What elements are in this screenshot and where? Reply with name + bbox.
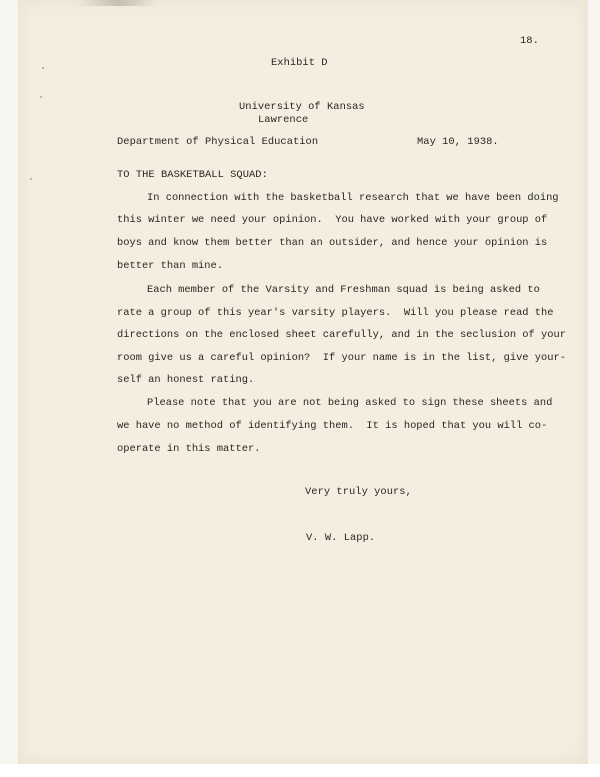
paragraph-line: self an honest rating. <box>117 374 255 386</box>
paragraph-line: this winter we need your opinion. You have worked with your group of <box>117 214 548 226</box>
salutation: TO THE BASKETBALL SQUAD: <box>117 169 268 181</box>
paragraph-line: boys and know them better than an outsider, and hence your opinion is <box>117 237 548 249</box>
paragraph-line: In connection with the basketball research that we have been doing <box>147 192 559 204</box>
exhibit-label: Exhibit D <box>271 57 328 69</box>
letter-date: May 10, 1938. <box>417 136 499 148</box>
paragraph-line: better than mine. <box>117 260 224 272</box>
institution-name: University of Kansas <box>239 101 365 113</box>
paragraph-line: operate in this matter. <box>117 443 261 455</box>
closing: Very truly yours, <box>305 486 412 498</box>
paragraph-line: Each member of the Varsity and Freshman squad is being asked to <box>147 284 540 296</box>
department-name: Department of Physical Education <box>117 136 319 148</box>
paragraph-line: directions on the enclosed sheet carefully, and in the seclusion of your <box>117 329 566 341</box>
scan-margin <box>0 764 600 777</box>
page-number: 18. <box>520 35 539 47</box>
ink-smudge <box>78 0 158 6</box>
institution-city: Lawrence <box>258 114 309 126</box>
paragraph-line: we have no method of identifying them. It is hoped that you will co- <box>117 420 548 432</box>
signature: V. W. Lapp. <box>306 532 376 544</box>
paper-speck <box>42 67 44 69</box>
paragraph-line: rate a group of this year's varsity players. Will you please read the <box>117 307 554 319</box>
paragraph-line: Please note that you are not being asked to sign these sheets and <box>147 397 553 409</box>
paragraph-line: room give us a careful opinion? If your name is in the list, give your- <box>117 352 566 364</box>
paper-speck <box>30 178 32 180</box>
paper-speck <box>40 96 42 98</box>
